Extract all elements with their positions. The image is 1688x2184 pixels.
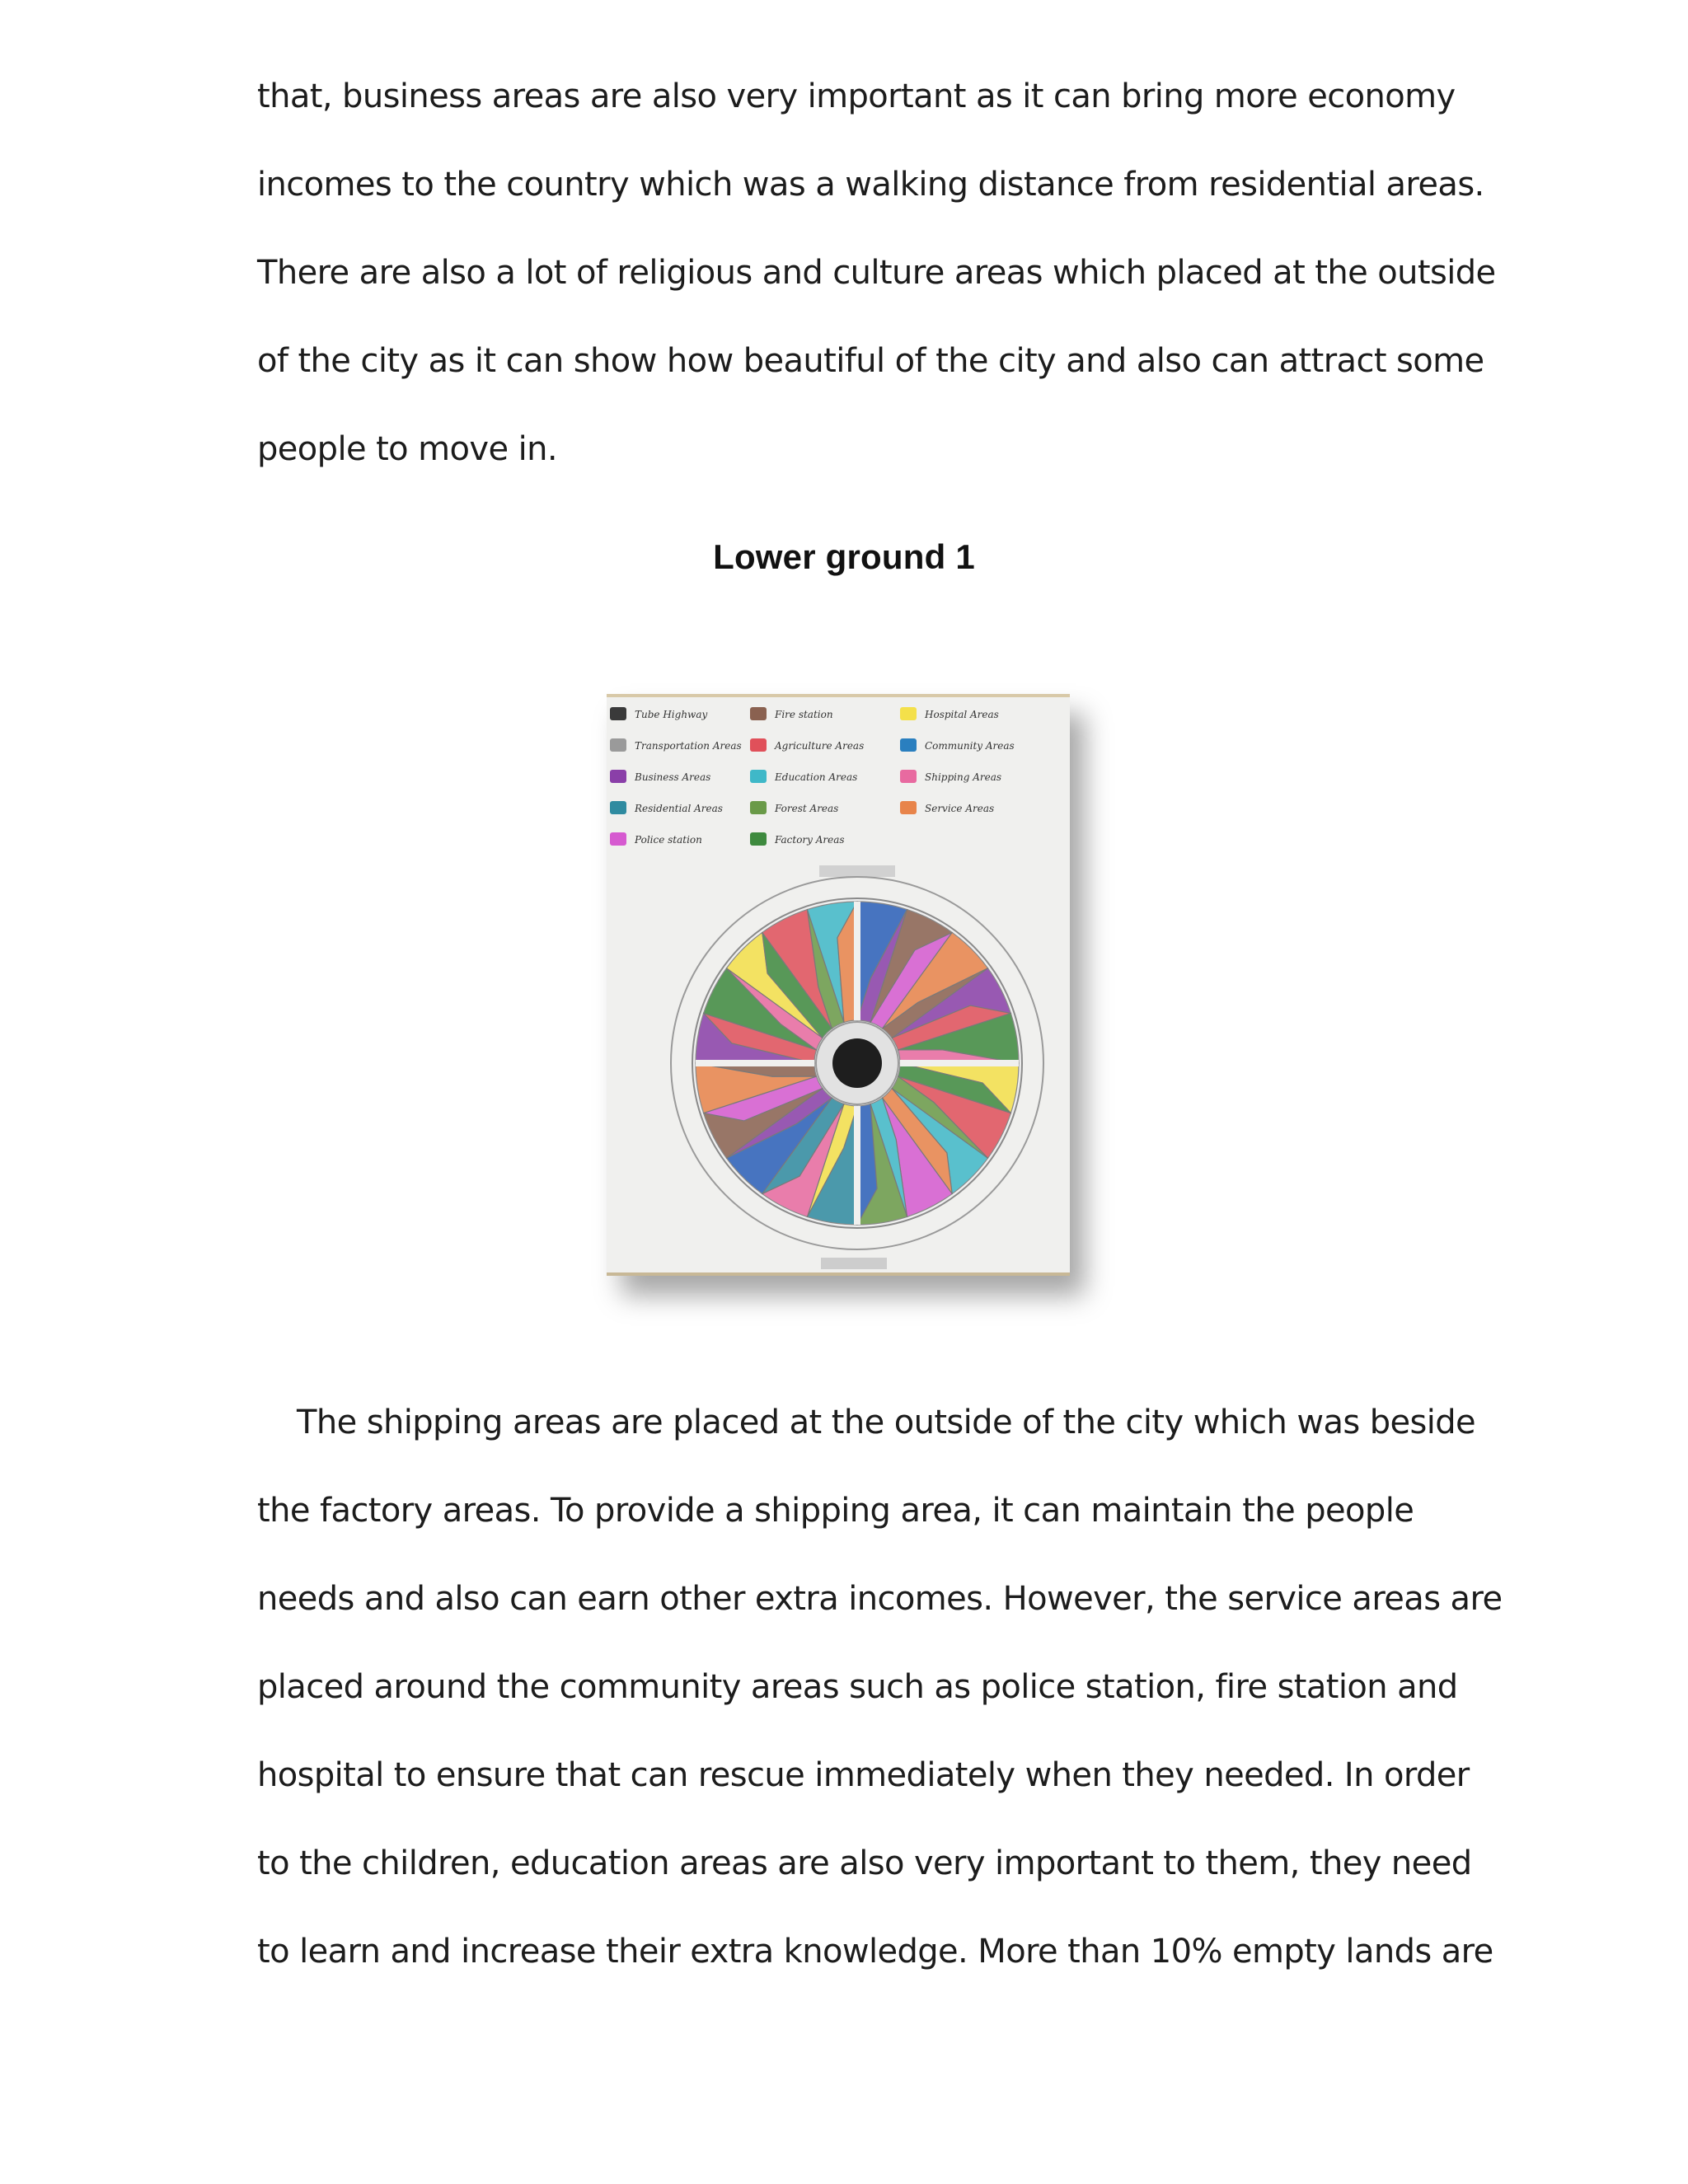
legend-swatch bbox=[610, 832, 626, 846]
legend-swatch bbox=[900, 738, 917, 752]
paragraph-line: needs and also can earn other extra incomes. However, the service areas are bbox=[257, 1580, 1503, 1618]
legend-label: Agriculture Areas bbox=[775, 740, 865, 752]
paragraph-bottom bbox=[257, 1379, 1503, 1996]
city-plan-drawing bbox=[607, 694, 1070, 1276]
legend-swatch bbox=[610, 801, 626, 814]
legend-swatch bbox=[750, 707, 767, 720]
paragraph-line: the factory areas. To provide a shipping area, it can maintain the people bbox=[257, 1492, 1414, 1530]
legend-swatch bbox=[750, 832, 767, 846]
legend-swatch bbox=[610, 707, 626, 720]
legend-label: Shipping Areas bbox=[925, 771, 1002, 783]
section-heading: Lower ground 1 bbox=[713, 537, 975, 576]
paragraph-line: to learn and increase their extra knowledge. More than 10% empty lands are bbox=[257, 1933, 1493, 1971]
legend-swatch bbox=[900, 707, 917, 720]
legend-label: Factory Areas bbox=[775, 834, 845, 846]
paragraph-line: people to move in. bbox=[257, 430, 557, 468]
legend-swatch bbox=[750, 801, 767, 814]
legend-swatch bbox=[900, 770, 917, 783]
tape-top bbox=[819, 865, 895, 877]
legend-swatch bbox=[750, 738, 767, 752]
legend-label: Service Areas bbox=[925, 803, 995, 814]
legend-label: Community Areas bbox=[925, 740, 1015, 752]
drawing-svg bbox=[607, 694, 1070, 1276]
tube-highway-center bbox=[832, 1038, 882, 1088]
legend-label: Business Areas bbox=[635, 771, 711, 783]
paper-top-edge bbox=[607, 694, 1070, 697]
legend-swatch bbox=[900, 801, 917, 814]
paragraph-line: The shipping areas are placed at the outside of the city which was beside bbox=[297, 1404, 1476, 1441]
paragraph-line: There are also a lot of religious and culture areas which placed at the outside bbox=[257, 254, 1496, 292]
legend-label: Fire station bbox=[775, 709, 833, 720]
legend-swatch bbox=[610, 738, 626, 752]
paragraph-top bbox=[257, 53, 1496, 494]
legend-label: Education Areas bbox=[775, 771, 858, 783]
legend-swatch bbox=[750, 770, 767, 783]
paper-bottom-edge bbox=[607, 1272, 1070, 1276]
paragraph-line: to the children, education areas are also very important to them, they need bbox=[257, 1844, 1472, 1882]
legend-label: Forest Areas bbox=[775, 803, 839, 814]
paragraph-line: incomes to the country which was a walking distance from residential areas. bbox=[257, 166, 1484, 204]
legend-label: Residential Areas bbox=[635, 803, 723, 814]
legend-label: Transportation Areas bbox=[635, 740, 742, 752]
legend-label: Police station bbox=[635, 834, 702, 846]
paragraph-line: of the city as it can show how beautiful of the city and also can attract some bbox=[257, 342, 1484, 380]
legend-swatch bbox=[610, 770, 626, 783]
paragraph-line: that, business areas are also very important as it can bring more economy bbox=[257, 77, 1456, 115]
legend-label: Tube Highway bbox=[635, 709, 708, 720]
legend-label: Hospital Areas bbox=[925, 709, 999, 720]
tape-bottom bbox=[821, 1258, 887, 1269]
paragraph-line: placed around the community areas such as police station, fire station and bbox=[257, 1668, 1458, 1706]
paragraph-line: hospital to ensure that can rescue immediately when they needed. In order bbox=[257, 1756, 1470, 1794]
